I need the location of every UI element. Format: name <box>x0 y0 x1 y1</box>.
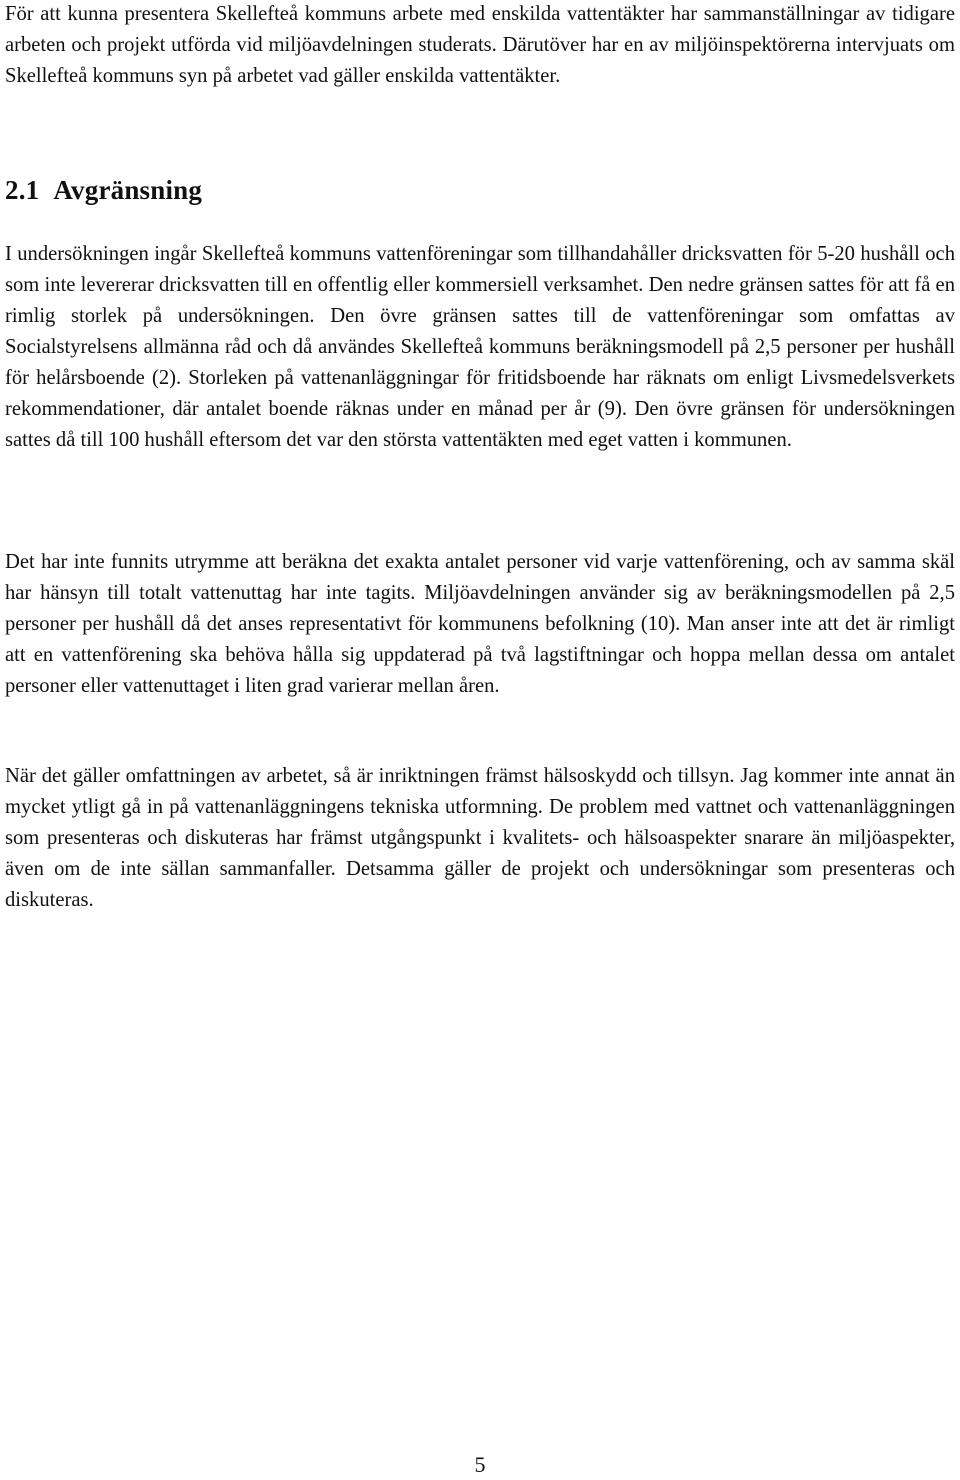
section-title: Avgränsning <box>53 175 203 205</box>
intro-paragraph: För att kunna presentera Skellefteå kommuns arbete med enskilda vattentäkter har sammanställningar av tidigare arbeten och projekt utförda vid miljöavdelningen studerats. Därutöver har en av miljöinspektörerna intervjuats om Skellefteå kommuns syn på arbetet vad gäller enskilda vattentäkter. <box>5 3 955 87</box>
section-heading <box>5 175 202 206</box>
page-number: 5 <box>474 1452 486 1477</box>
paragraph-calculation: Det har inte funnits utrymme att beräkna det exakta antalet personer vid varje vattenförening, och av samma skäl har hänsyn till totalt vattenuttag har inte tagits. Miljöavdelningen använder sig av beräkningsmodellen på 2,5 personer per hushåll då det anses representativt för kommunens befolkning (10). Man anser inte att det är rimligt att en vattenförening ska behöva hålla sig uppdaterad på två lagstiftningar och hoppa mellan dessa om antalet personer eller vattenuttaget i liten grad varierar mellan åren. <box>5 551 955 697</box>
paragraph-scope: I undersökningen ingår Skellefteå kommuns vattenföreningar som tillhandahåller dricksvatten för 5-20 hushåll och som inte levererar dricksvatten till en offentlig eller kommersiell verksamhet. Den nedre gränsen sattes för att få en rimlig storlek på undersökningen. Den övre gränsen sattes till de vattenföreningar som omfattas av Socialstyrelsens allmänna råd och då användes Skellefteå kommuns beräkningsmodell på 2,5 personer per hushåll för helårsboende (2). Storleken på vattenanläggningar för fritidsboende har räknats om enligt Livsmedelsverkets rekommendationer, där antalet boende räknas under en månad per år (9). Den övre gränsen för undersökningen sattes då till 100 hushåll eftersom det var den största vattentäkten med eget vatten i kommunen. <box>5 243 955 451</box>
section-number: 2.1 <box>5 175 40 205</box>
paragraph-focus: När det gäller omfattningen av arbetet, så är inriktningen främst hälsoskydd och tillsyn. Jag kommer inte annat än mycket ytligt gå in på vattenanläggningens tekniska utformning. De problem med vattnet och vattenanläggningen som presenteras och diskuteras har främst utgångspunkt i kvalitets- och hälsoaspekter snarare än miljöaspekter, även om de inte sällan sammanfaller. Detsamma gäller de projekt och undersökningar som presenteras och diskuteras. <box>5 765 955 911</box>
